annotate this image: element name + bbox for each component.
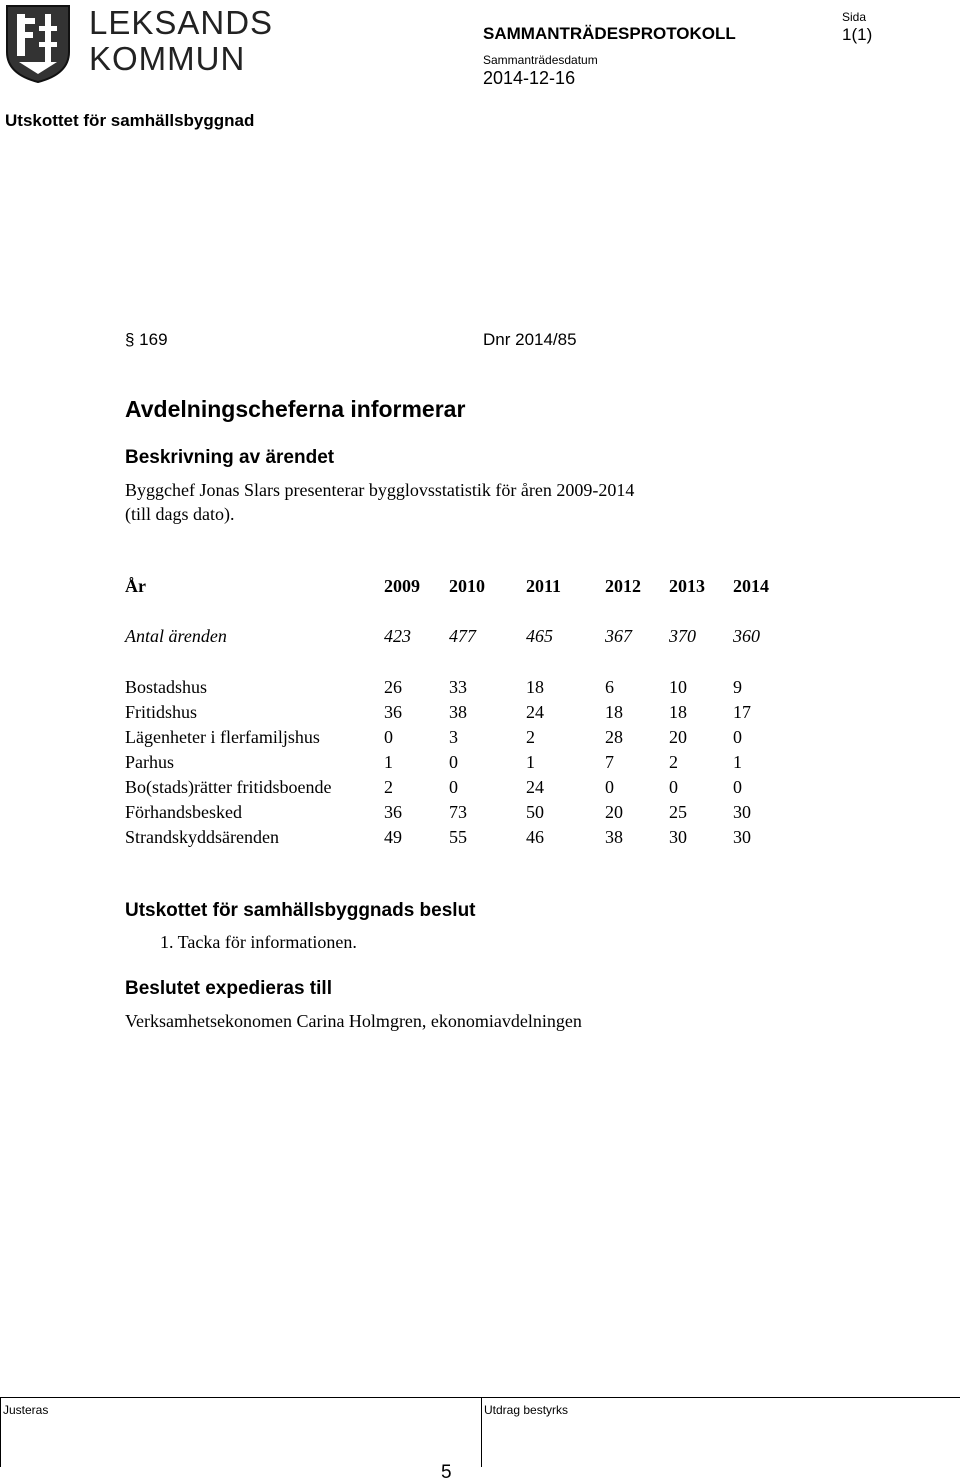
total-cell: 360 — [733, 626, 760, 646]
table-cell: 17 — [733, 702, 751, 722]
page-number: 5 — [441, 1462, 452, 1483]
table-cell: 3 — [449, 727, 458, 747]
table-cell: 18 — [605, 702, 623, 722]
decision-item: 1. Tacka för informationen. — [160, 932, 357, 952]
table-row — [125, 727, 793, 752]
total-cell: 423 — [384, 626, 411, 646]
table-cell: 24 — [526, 702, 544, 722]
page-indicator: 1(1) — [842, 25, 873, 44]
table-cell: 25 — [669, 802, 687, 822]
row-label: Förhandsbesked — [125, 802, 242, 822]
table-cell: 2 — [384, 777, 393, 797]
table-cell: 18 — [669, 702, 687, 722]
row-label: Strandskyddsärenden — [125, 827, 279, 847]
table-cell: 2 — [669, 752, 678, 772]
coat-of-arms-icon — [5, 4, 71, 84]
total-label: Antal ärenden — [125, 626, 227, 646]
table-cell: 20 — [605, 802, 623, 822]
table-cell: 0 — [605, 777, 614, 797]
logo-text-line2: KOMMUN — [89, 40, 246, 77]
table-cell: 1 — [384, 752, 393, 772]
diary-number: Dnr 2014/85 — [483, 330, 577, 349]
permit-statistics-table — [125, 576, 793, 852]
table-cell: 36 — [384, 702, 402, 722]
document-type: SAMMANTRÄDESPROTOKOLL — [483, 24, 736, 43]
total-cell: 367 — [605, 626, 632, 646]
paragraph-number: § 169 — [125, 330, 168, 349]
total-cell: 370 — [669, 626, 696, 646]
decision-heading: Utskottet för samhällsbyggnads beslut — [125, 900, 476, 921]
table-cell: 0 — [733, 777, 742, 797]
table-header-row — [125, 576, 793, 601]
total-row — [125, 626, 793, 651]
row-label: Bostadshus — [125, 677, 208, 697]
description-line-2: (till dags dato). — [125, 504, 235, 524]
table-cell: 30 — [669, 827, 687, 847]
table-cell: 36 — [384, 802, 402, 822]
table-cell: 26 — [384, 677, 402, 697]
table-row — [125, 827, 793, 852]
table-row — [125, 752, 793, 777]
table-cell: 1 — [733, 752, 742, 772]
row-label: Parhus — [125, 752, 174, 772]
table-cell: 73 — [449, 802, 467, 822]
table-cell: 33 — [449, 677, 467, 697]
utdrag-label: Utdrag bestyrks — [484, 1403, 569, 1417]
footer-divider-mid — [481, 1397, 482, 1467]
table-cell: 10 — [669, 677, 687, 697]
table-cell: 9 — [733, 677, 742, 697]
year-cell: 2013 — [669, 576, 705, 596]
description-line-1: Byggchef Jonas Slars presenterar bygglovsstatistik för åren 2009-2014 — [125, 480, 635, 500]
footer-top-rule — [0, 1397, 960, 1398]
table-cell: 0 — [449, 777, 458, 797]
distribution-heading: Beslutet expedieras till — [125, 978, 332, 999]
table-cell: 0 — [733, 727, 742, 747]
table-cell: 49 — [384, 827, 402, 847]
table-cell: 30 — [733, 827, 751, 847]
total-cell: 465 — [526, 626, 553, 646]
year-cell: 2012 — [605, 576, 641, 596]
year-cell: 2009 — [384, 576, 420, 596]
table-cell: 55 — [449, 827, 467, 847]
total-cell: 477 — [449, 626, 476, 646]
table-cell: 0 — [669, 777, 678, 797]
year-cell: 2014 — [733, 576, 769, 596]
table-cell: 6 — [605, 677, 614, 697]
table-cell: 0 — [449, 752, 458, 772]
table-row — [125, 702, 793, 727]
table-cell: 1 — [526, 752, 535, 772]
row-label: Lägenheter i flerfamiljshus — [125, 727, 320, 747]
year-cell: 2010 — [449, 576, 485, 596]
footer-divider-left — [0, 1397, 1, 1467]
table-cell: 50 — [526, 802, 544, 822]
table-cell: 30 — [733, 802, 751, 822]
year-column-label: År — [125, 576, 146, 596]
row-label: Bo(stads)rätter fritidsboende — [125, 777, 332, 797]
table-cell: 7 — [605, 752, 614, 772]
distribution-recipient: Verksamhetsekonomen Carina Holmgren, ekonomiavdelningen — [125, 1011, 582, 1031]
year-cell: 2011 — [526, 576, 562, 596]
table-row — [125, 777, 793, 802]
committee-name: Utskottet för samhällsbyggnad — [5, 111, 255, 130]
description-heading: Beskrivning av ärendet — [125, 447, 335, 468]
municipality-logo — [5, 4, 275, 84]
meeting-date: 2014-12-16 — [483, 68, 576, 88]
row-label: Fritidshus — [125, 702, 198, 722]
table-cell: 20 — [669, 727, 687, 747]
page-label: Sida — [842, 10, 867, 24]
table-cell: 38 — [449, 702, 467, 722]
logo-text-line1: LEKSANDS — [89, 4, 274, 41]
item-title: Avdelningscheferna informerar — [125, 396, 466, 422]
table-row — [125, 802, 793, 827]
table-cell: 28 — [605, 727, 623, 747]
meeting-date-label: Sammanträdesdatum — [483, 53, 598, 67]
table-cell: 24 — [526, 777, 544, 797]
table-cell: 0 — [384, 727, 393, 747]
justeras-label: Justeras — [3, 1403, 49, 1417]
table-cell: 2 — [526, 727, 535, 747]
table-row — [125, 677, 793, 702]
table-cell: 46 — [526, 827, 544, 847]
table-cell: 38 — [605, 827, 623, 847]
table-cell: 18 — [526, 677, 544, 697]
